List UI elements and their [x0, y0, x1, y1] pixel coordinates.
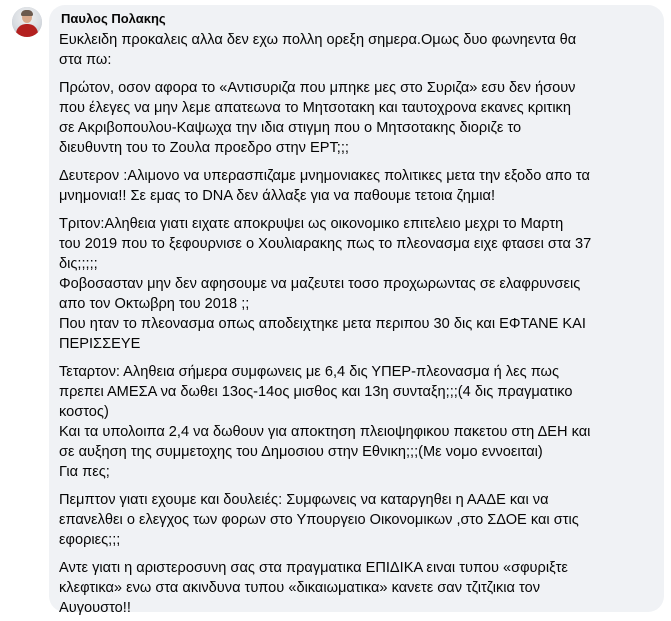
comment-text-line: σε αυξηση της συμμετοχης του Δημοσιου στην Εθνικη;;;(Με νομο εννοειται) — [59, 444, 543, 460]
author-avatar[interactable] — [12, 7, 42, 37]
comment-text-line: Και τα υπολοιπα 2,4 να δωθουν για αποκτηση πλειοψηφικου πακετου στη ΔΕΗ και — [59, 424, 591, 440]
comment-text-line: μνημονια!! Σε εμας το DNA δεν άλλαξε για να παθουμε τετοια ζημια! — [59, 188, 496, 204]
comment-text-line: του 2019 που το ξεφουρνισε ο Χουλιαρακης πως το πλεονασμα ειχε φτασει στα 37 — [59, 236, 592, 252]
comment-text-line: Ευκλειδη προκαλεις αλλα δεν εχω πολλη ορεξη σημερα.Ομως δυο φωνηεντα θα — [59, 32, 577, 48]
comment-text-line: Πρώτον, οσον αφορα το «Αντισυριζα που μπηκε μες στο Συριζα» εσυ δεν ήσουν — [59, 80, 576, 96]
comment-text-line: στα πω: — [59, 52, 112, 68]
comment-text-line: ΠΕΡΙΣΣΕΥΕ — [59, 336, 141, 352]
comment-text-line: Για πες; — [59, 464, 110, 480]
comment-text-line: που έλεγες να μην λεμε απατεωνα το Μητσοτακη και ταυτοχρονα εκανες κριτικη — [59, 100, 571, 116]
comment-author-name[interactable]: Παυλος Πολακης — [61, 11, 166, 26]
avatar-hair — [21, 10, 33, 16]
comment-text-line: Δευτερον :Αλιμονο να υπερασπιζαμε μνημονιακες πολιτικες μετα την εξοδο απο τα — [59, 168, 590, 184]
comment-text-line: σε Ακριβοπουλου-Καψωχα την ιδια στιγμη που ο Μητσοτακης διοριζε το — [59, 120, 522, 136]
comment-text-line: διευθυντη του το Ζουλα προεδρο στην ΕΡΤ;;; — [59, 140, 349, 156]
comment-text-line: πρεπει ΑΜΕΣΑ να δωθει 13ος-14ος μισθος και 13η συνταξη;;;(4 δις πραγματικο — [59, 384, 573, 400]
comment-text-line: Αυγουστο!! — [59, 600, 131, 616]
comment-text-line: Τεταρτον: Αληθεια σήμερα συμφωνεις με 6,4 δις ΥΠΕΡ-πλεονασμα ή λες πως — [59, 364, 559, 380]
comment-text-line: επανελθει ο ελεγχος των φορων στο Υπουργειο Οικονομικων ,στο ΣΔΟΕ και στις — [59, 512, 579, 528]
comment-text-line: Τριτον:Αληθεια γιατι ειχατε αποκρυψει ως οικονομικο επιτελειο μεχρι το Μαρτη — [59, 216, 564, 232]
avatar-shirt — [16, 24, 38, 37]
comment-text-line: Πεμπτον γιατι εχουμε και δουλειές: Συμφωνεις να καταργηθει η ΑΑΔΕ και να — [59, 492, 549, 508]
comment-text-line: Αντε γιατι η αριστεροσυνη σας στα πραγματικα ΕΠΙΔΙΚΑ ειναι τυπου «σφυριξτε — [59, 560, 568, 576]
comment-text-line: κοστος) — [59, 404, 109, 420]
comment-text-line: δις;;;;; — [59, 256, 98, 272]
comment-text-line: κλεφτικα» ενω στα ακινδυνα τυπου «δικαιωματικα» κανετε σαν τζιτζικια τον — [59, 580, 541, 596]
comment-text-line: Που ηταν το πλεονασμα οπως αποδειχτηκε μετα περιπου 30 δις και ΕΦΤΑΝΕ ΚΑΙ — [59, 316, 586, 332]
comment-text-line: Φοβοσασταν μην δεν αφησουμε να μαζευτει τοσο προχωρωντας σε ελαφρυνσεις — [59, 276, 581, 292]
comment-text-line: απο τον Οκτωβρη του 2018 ;; — [59, 296, 250, 312]
comment-text-line: εφοριες;;; — [59, 532, 121, 548]
